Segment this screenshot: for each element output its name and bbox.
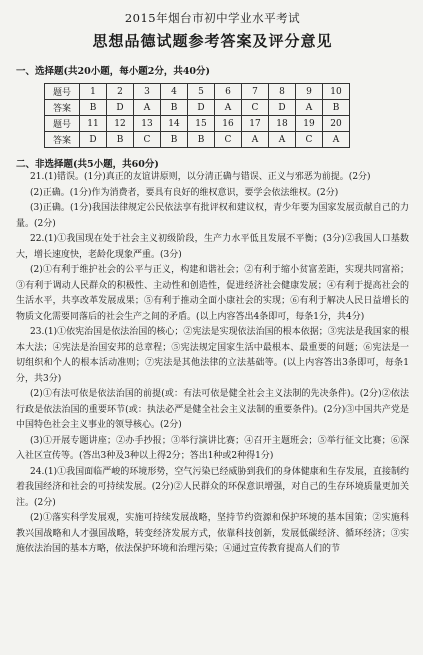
answer-table-row (45, 100, 350, 116)
answer-paragraph: 21.(1)错误。(1分)真正的友谊讲原则，以分清正确与错误、正义与邪恶为前提。(2分) (30, 172, 371, 182)
answer-cell: 6 (215, 84, 242, 100)
answer-cell: B (188, 132, 215, 148)
answer-cell: C (215, 132, 242, 148)
answer-cell: 15 (188, 116, 215, 132)
answer-paragraph: 23.(1)①依宪治国是依法治国的核心；②宪法是实现依法治国的根本依据；③宪法是我国家的根本大法；④宪法是治国安邦的总章程；⑤宪法规定国家生活中最根本、最重要的问题；⑥宪法是一切组织和个人的根本活动准则；⑦宪法是其他法律的立法基础等。(以上内容答出3条即可，每条1分，共3分) (16, 327, 409, 384)
answer-cell: C (242, 100, 269, 116)
answer-cell: 19 (296, 116, 323, 132)
document-subtitle: 思想品德试题参考答案及评分意见 (92, 32, 333, 50)
section1-heading: 一、选择题(共20小题，每小题2分，共40分) (16, 66, 211, 77)
answer-cell: A (269, 132, 296, 148)
answer-paragraph: (3)正确。(1分)我国法律规定公民依法享有批评权和建议权，青少年要为国家发展贡献自己的力量。(2分) (16, 203, 409, 229)
answer-cell: 4 (161, 84, 188, 100)
row-label: 答案 (45, 100, 80, 116)
answer-cell: 14 (161, 116, 188, 132)
row-label: 题号 (45, 84, 80, 100)
answer-table (44, 83, 350, 148)
answer-cell: 13 (134, 116, 161, 132)
answer-cell: 5 (188, 84, 215, 100)
answer-table-row (45, 84, 350, 100)
answer-cell: 3 (134, 84, 161, 100)
section2-heading: 二、非选择题(共5小题，共60分) (16, 159, 159, 170)
answer-cell: 8 (269, 84, 296, 100)
answer-cell: C (296, 132, 323, 148)
answer-cell: A (215, 100, 242, 116)
answer-table-row (45, 116, 350, 132)
answer-cell: 2 (107, 84, 134, 100)
answer-cell: A (296, 100, 323, 116)
answer-cell: B (161, 132, 188, 148)
answer-cell: 9 (296, 84, 323, 100)
answer-cell: B (80, 100, 107, 116)
answer-cell: A (323, 132, 350, 148)
answer-paragraph: (3)①开展专题讲座；②办手抄报；③举行演讲比赛；④召开主题班会；⑤举行征文比赛；⑥深入社区宣传等。(答出3种及3种以上得2分；答出1种或2种得1分) (16, 435, 409, 461)
answer-paragraph: (2)正确。(1分)作为消费者，要具有良好的维权意识，要学会依法维权。(2分) (30, 187, 339, 198)
answer-cell: B (323, 100, 350, 116)
answer-cell: A (242, 132, 269, 148)
row-label: 题号 (45, 116, 80, 132)
answer-cell: 10 (323, 84, 350, 100)
answer-cell: 11 (80, 116, 107, 132)
answer-cell: D (188, 100, 215, 116)
answer-cell: B (107, 132, 134, 148)
answer-cell: D (107, 100, 134, 116)
answers-body (16, 170, 409, 558)
answer-cell: D (269, 100, 296, 116)
row-label: 答案 (45, 132, 80, 148)
answer-cell: B (161, 100, 188, 116)
answer-paragraph: (2)①有利于维护社会的公平与正义，构建和谐社会；②有利于缩小贫富差距，实现共同富裕；③有利于调动人民群众的积极性、主动性和创造性，促进经济社会健康发展；④有利于提高社会的生活水平，共享改革发展成果；⑤有利于推动全面小康社会的实现；⑥有利于解决人民日益增长的物质文化需要同落后的社会生产之间的矛盾。(以上内容答出4条即可，每条1分，共4分) (16, 265, 409, 322)
answer-paragraph: (2)①落实科学发展观，实施可持续发展战略，坚持节约资源和保护环境的基本国策；②实施科教兴国战略和人才强国战略，转变经济发展方式，依靠科技创新，发展低碳经济、循环经济；③实施依法治国的基本方略，依法保护环境和治理污染；④通过宣传教育提高人们的节 (16, 513, 409, 554)
answer-cell: 20 (323, 116, 350, 132)
answer-cell: 12 (107, 116, 134, 132)
answer-cell: 18 (269, 116, 296, 132)
answer-cell: 1 (80, 84, 107, 100)
answer-cell: A (134, 100, 161, 116)
answer-paragraph: (2)①有法可依是依法治国的前提(或：有法可依是健全社会主义法制的先决条件)。(2分)②依法行政是依法治国的重要环节(或：执法必严是健全社会主义法制的重要条件)。(2分)③中国共产党是中国特色社会主义事业的领导核心。(2分) (16, 389, 409, 430)
answer-paragraph: 24.(1)①我国面临严峻的环境形势，空气污染已经威胁到我们的身体健康和生存发展，直接制约着我国经济和社会的可持续发展。(2分)②人民群众的环保意识增强，对自己的生存环境质量更加关注。(2分) (16, 466, 409, 508)
exam-title: 2015年烟台市初中学业水平考试 (124, 11, 301, 25)
answer-paragraph: 22.(1)①我国现在处于社会主义初级阶段，生产力水平低且发展不平衡；(3分)②我国人口基数大，增长速度快，老龄化现象严重。(3分) (16, 234, 409, 260)
answer-cell: 17 (242, 116, 269, 132)
answer-table-row (45, 132, 350, 148)
answer-cell: 7 (242, 84, 269, 100)
answer-cell: C (134, 132, 161, 148)
answer-cell: D (80, 132, 107, 148)
answer-cell: 16 (215, 116, 242, 132)
